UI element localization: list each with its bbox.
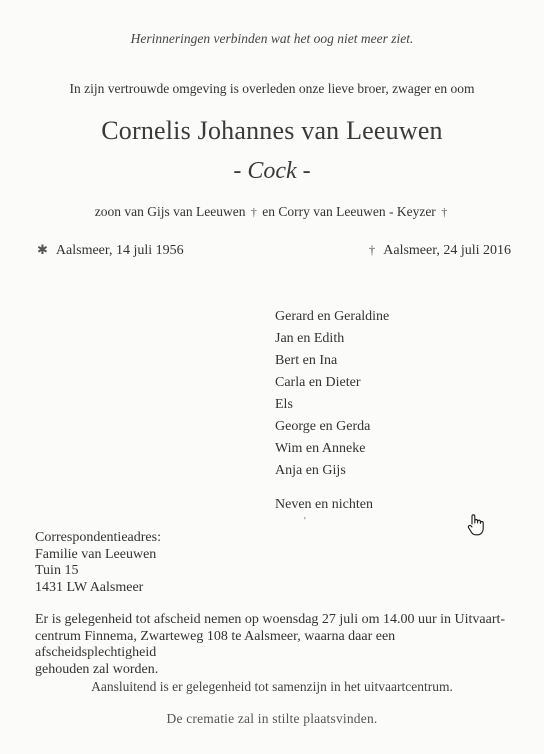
intro-text: In zijn vertrouwde omgeving is overleden onze lieve broer, zwager en oom — [69, 81, 475, 96]
deceased-name: Cornelis Johannes van Leeuwen — [101, 116, 443, 145]
cousins-line: Neven en nichten — [275, 497, 373, 512]
correspondence-address — [35, 530, 161, 596]
family-member: Jan en Edith — [275, 331, 345, 346]
cross-icon: † — [441, 205, 448, 219]
cremation-note: De crematie zal in stilte plaatsvinden. — [166, 711, 378, 726]
birth-line — [37, 242, 184, 259]
address-line: Familie van Leeuwen — [35, 546, 157, 562]
family-member: Els — [275, 397, 293, 412]
death-cross-icon: † — [368, 242, 376, 257]
hand-pointer-icon — [466, 513, 486, 537]
death-text: Aalsmeer, 24 juli 2016 — [383, 243, 511, 258]
family-member: Anja en Gijs — [275, 463, 346, 478]
farewell-paragraph — [35, 612, 515, 678]
mother-name: Corry van Leeuwen - Keyzer — [278, 204, 436, 219]
stray-mark: ' — [304, 516, 306, 527]
parents-line — [0, 204, 544, 220]
family-member: George en Gerda — [275, 419, 371, 434]
gathering-note: Aansluitend is er gelegenheid tot samenzijn in het uitvaartcentrum. — [91, 679, 453, 694]
family-member: Wim en Anneke — [275, 441, 366, 456]
address-line: 1431 LW Aalsmeer — [35, 579, 144, 595]
parents-conjunction: en — [262, 204, 275, 219]
motto: Herinneringen verbinden wat het oog niet meer ziet. — [130, 31, 414, 46]
family-member: Bert en Ina — [275, 353, 338, 368]
farewell-line: gehouden zal worden. — [35, 661, 159, 677]
cross-icon: † — [250, 205, 257, 219]
farewell-line: centrum Finnema, Zwarteweg 108 te Aalsmeer, waarna daar een afscheidsplechtigheid — [35, 628, 396, 660]
birth-star-icon: ✱ — [37, 242, 48, 257]
correspondence-heading: Correspondentieadres: — [35, 530, 161, 545]
address-line: Tuin 15 — [35, 563, 79, 578]
farewell-line: Er is gelegenheid tot afscheid nemen op woensdag 27 juli om 14.00 uur in Uitvaart- — [35, 612, 506, 627]
family-list — [275, 308, 389, 518]
family-member: Gerard en Geraldine — [275, 309, 390, 324]
parents-prefix: zoon van — [94, 204, 144, 219]
deceased-nickname: - Cock - — [233, 158, 311, 184]
birth-text: Aalsmeer, 14 juli 1956 — [55, 243, 184, 258]
death-line — [369, 242, 511, 259]
family-member: Carla en Dieter — [275, 375, 361, 390]
father-name: Gijs van Leeuwen — [147, 204, 246, 219]
